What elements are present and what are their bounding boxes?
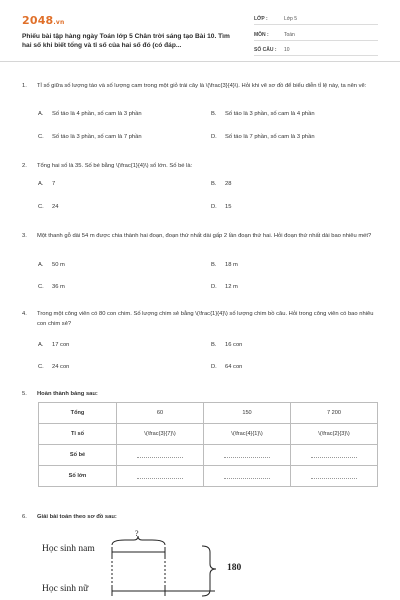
option-text: 50 m: [52, 262, 65, 268]
option-label: A.: [38, 181, 44, 187]
option-label: B.: [211, 111, 217, 117]
diagram-question-mark: ?: [135, 529, 139, 538]
option-text: 12 m: [225, 284, 238, 290]
question-number: 2.: [22, 163, 27, 169]
table-row-header: Số bé: [39, 445, 117, 466]
question-text: Trong một công viên có 80 con chim. Số lượng chim sẻ bằng \(\frac{1}{4}\) số lượng chim bồ câu. Hỏi trong công viên có bao nhiêu con chim sẻ?: [37, 311, 374, 327]
worksheet-title: Phiếu bài tập hàng ngày Toán lớp 5 Chân trời sáng tạo Bài 10. Tìm hai số khi biết tổng và tỉ số của hai số đó (có đáp...: [22, 33, 230, 49]
question-number: 1.: [22, 83, 27, 89]
option-label: A.: [38, 111, 44, 117]
logo-suffix: .vn: [53, 19, 65, 26]
option-label: D.: [211, 204, 217, 210]
total-brace: [202, 546, 216, 596]
option-label: B.: [211, 342, 217, 348]
option-text: 36 m: [52, 284, 65, 290]
option-text: 64 con: [225, 364, 243, 370]
question-text: Tổng hai số là 35. Số bé bằng \(\frac{1}{4}\) số lớn. Số bé là:: [37, 163, 193, 169]
option-text: 15: [225, 204, 232, 210]
diagram-total-label: 180: [227, 563, 242, 573]
option-label: C.: [38, 134, 44, 140]
question-number: 4.: [22, 311, 27, 317]
option-label: B.: [211, 181, 217, 187]
option-label: C.: [38, 364, 44, 370]
diagram-label-boys: Học sinh nam: [42, 544, 95, 554]
table-row-header: Tổng: [39, 403, 117, 424]
meta-key: SỐ CÂU :: [254, 47, 277, 53]
option-text: 24 con: [52, 364, 70, 370]
meta-key: LỚP :: [254, 16, 268, 22]
meta-value: 10: [284, 47, 290, 53]
boys-brace: [112, 536, 165, 545]
question-number: 3.: [22, 233, 27, 239]
meta-value: Toán: [284, 32, 295, 38]
logo-text: 2048: [22, 14, 54, 27]
table-cell: 60: [117, 403, 204, 424]
option-text: 16 con: [225, 342, 243, 348]
table-cell: \(\frac{4}{1}\): [204, 424, 291, 445]
table-cell: \(\frac{2}{3}\): [291, 424, 378, 445]
option-text: 7: [52, 181, 56, 187]
option-text: 24: [52, 204, 59, 210]
option-label: B.: [211, 262, 217, 268]
option-label: D.: [211, 134, 217, 140]
option-text: Số táo là 4 phần, số cam là 3 phần: [52, 111, 142, 117]
option-label: A.: [38, 262, 44, 268]
option-text: 28: [225, 181, 232, 187]
option-text: Số táo là 3 phần, số cam là 7 phần: [52, 134, 142, 140]
option-text: Số táo là 7 phần, số cam là 3 phần: [225, 134, 315, 140]
option-text: 18 m: [225, 262, 238, 268]
table-cell: 7 200: [291, 403, 378, 424]
table-row-header: Số lớn: [39, 466, 117, 487]
option-label: A.: [38, 342, 44, 348]
table-cell: \(\frac{3}{7}\): [117, 424, 204, 445]
option-label: C.: [38, 204, 44, 210]
question-text: Giải bài toán theo sơ đồ sau:: [37, 514, 117, 520]
table-row-header: Tỉ số: [39, 424, 117, 445]
meta-value: Lớp 5: [284, 16, 298, 22]
question-text: Một thanh gỗ dài 54 m được chia thành hai đoạn, đoạn thứ nhất dài gấp 2 lần đoạn thứ hai. Hỏi đoạn thứ nhất dài bao nhiêu mét?: [37, 233, 372, 239]
question-number: 6.: [22, 514, 27, 520]
option-text: Số táo là 3 phần, số cam là 4 phần: [225, 111, 315, 117]
option-label: D.: [211, 364, 217, 370]
question-text: Hoàn thành bảng sau:: [37, 391, 98, 397]
diagram-label-girls: Học sinh nữ: [42, 584, 89, 594]
question-text: Tỉ số giữa số lượng táo và số lượng cam trong một giỏ trái cây là \(\frac{3}{4}\). Hỏi khi vẽ sơ đồ để biểu diễn tỉ lệ này, ta nên vẽ:: [37, 83, 367, 89]
option-text: 17 con: [52, 342, 70, 348]
table-cell: 150: [204, 403, 291, 424]
option-label: C.: [38, 284, 44, 290]
meta-key: MÔN :: [254, 32, 269, 38]
question-number: 5.: [22, 391, 27, 397]
option-label: D.: [211, 284, 217, 290]
